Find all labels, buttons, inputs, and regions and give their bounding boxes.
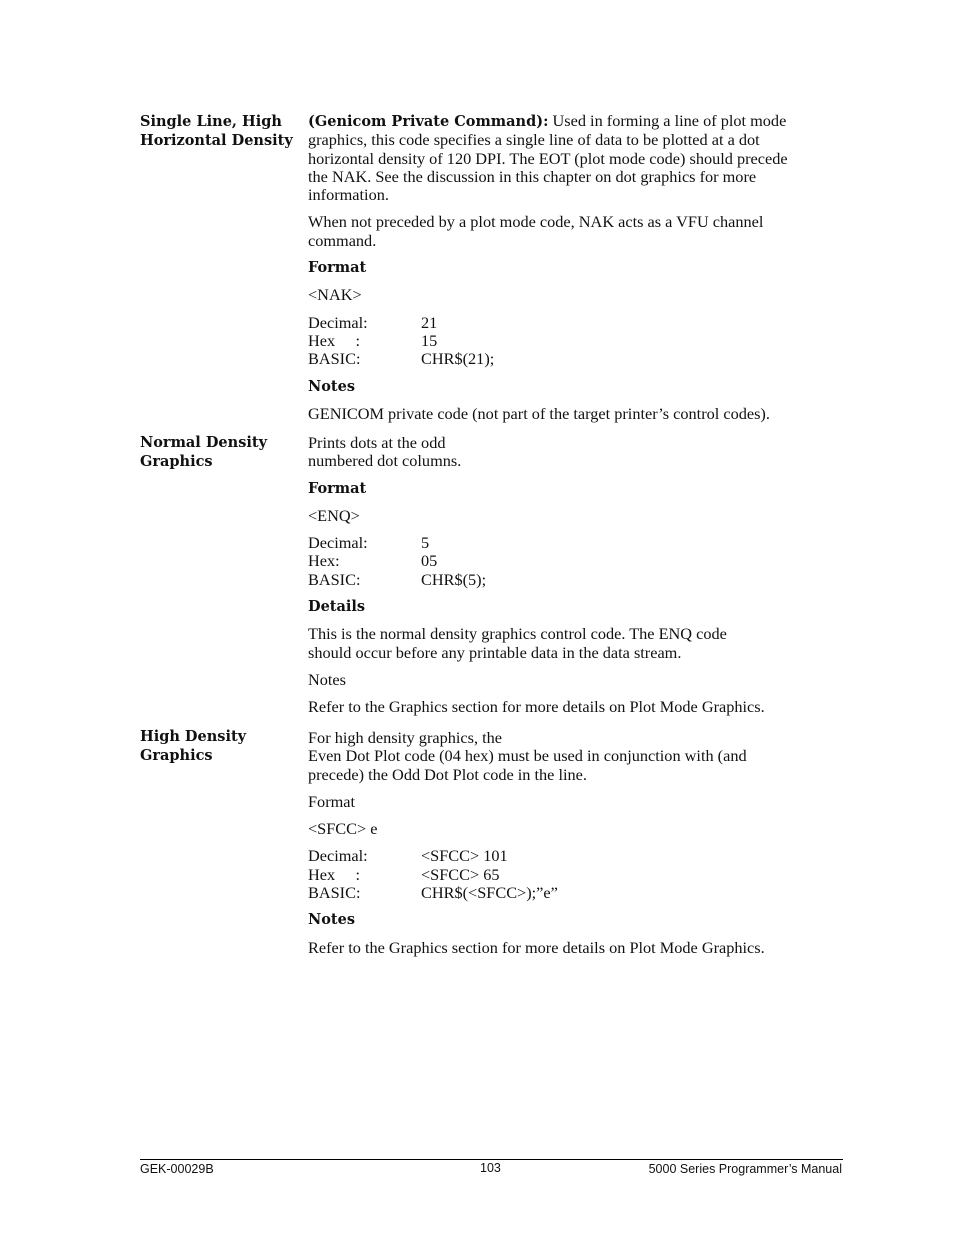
text-line: should occur before any printable data in the data stream. [308,642,682,662]
code-value: <SFCC> 101 [421,846,508,866]
text-line: horizontal density of 120 DPI. The EOT (plot mode code) should precede [308,148,788,168]
code-row-decimal [308,314,848,332]
format-code: <ENQ> [308,505,360,525]
code-value: 21 [421,312,438,332]
notes-text: Refer to the Graphics section for more details on Plot Mode Graphics. [308,697,765,717]
code-value: <SFCC> 65 [421,864,500,884]
label-line: Normal Density [140,434,267,451]
footer-manual-title: 5000 Series Programmer’s Manual [648,1162,842,1176]
code-row-hex [308,866,848,884]
code-value: CHR$(5); [421,569,487,589]
text-line: For high density graphics, the [308,728,502,747]
section-body-single-line-high-density [308,112,848,423]
code-key: Hex: [308,551,340,571]
section-label-high-density [140,727,300,765]
text-line: the NAK. See the discussion in this chapter on dot graphics for more [308,166,757,186]
code-key: BASIC: [308,569,361,589]
notes-heading: Notes [308,911,356,929]
text-line: precede) the Odd Dot Plot code in the line. [308,764,587,784]
footer-doc-id: GEK-00029B [140,1162,214,1176]
section-label-normal-density [140,433,300,471]
code-key: BASIC: [308,883,361,903]
format-heading: Format [308,479,367,497]
label-line: High Density [140,728,247,745]
notes-text: GENICOM private code (not part of the target printer’s control codes). [308,403,770,423]
format-code: <SFCC> e [308,819,378,839]
code-value: CHR$(21); [421,349,495,369]
code-row-basic [308,884,848,902]
section-body-normal-density [308,434,848,717]
code-row-hex [308,332,848,350]
notes-heading: Notes [308,669,346,689]
code-key: Decimal: [308,846,368,866]
format-code: <NAK> [308,285,362,305]
format-heading: Format [308,259,367,277]
code-key: Decimal: [308,312,368,332]
footer-divider [140,1159,843,1160]
code-row-basic [308,571,848,589]
section-label-single-line-high-density [140,112,300,150]
label-line: Graphics [140,453,213,470]
text: Used in forming a line of plot mode [548,111,787,130]
code-key: Decimal: [308,533,368,553]
code-value: 05 [421,551,438,571]
code-row-hex [308,552,848,570]
code-value: 15 [421,330,438,350]
code-key: Hex : [308,330,360,350]
section-body-high-density [308,729,848,957]
code-value: 5 [421,533,430,553]
text-line: When not preceded by a plot mode code, NAK acts as a VFU channel [308,212,764,232]
code-value: CHR$(<SFCC>);”e” [421,883,558,903]
code-key: BASIC: [308,349,361,369]
code-row-decimal [308,534,848,552]
label-line: Single Line, High [140,113,282,130]
notes-text: Refer to the Graphics section for more details on Plot Mode Graphics. [308,937,765,957]
text-line: numbered dot columns. [308,451,462,471]
text-line: Even Dot Plot code (04 hex) must be used in conjunction with (and [308,746,747,766]
format-heading: Format [308,791,356,811]
code-row-basic [308,350,848,368]
footer-page-number: 103 [480,1161,501,1175]
code-row-decimal [308,847,848,865]
command-type-label: (Genicom Private Command): [308,113,549,130]
text-line: graphics, this code specifies a single line of data to be plotted at a dot [308,130,760,150]
code-key: Hex : [308,864,360,884]
paragraph [308,112,848,131]
text-line: Prints dots at the odd [308,433,446,452]
notes-heading: Notes [308,377,356,395]
text-line: information. [308,185,389,205]
label-line: Horizontal Density [140,132,293,149]
details-heading: Details [308,598,366,616]
text-line: This is the normal density graphics control code. The ENQ code [308,624,727,644]
text-line: command. [308,230,377,250]
label-line: Graphics [140,747,213,764]
